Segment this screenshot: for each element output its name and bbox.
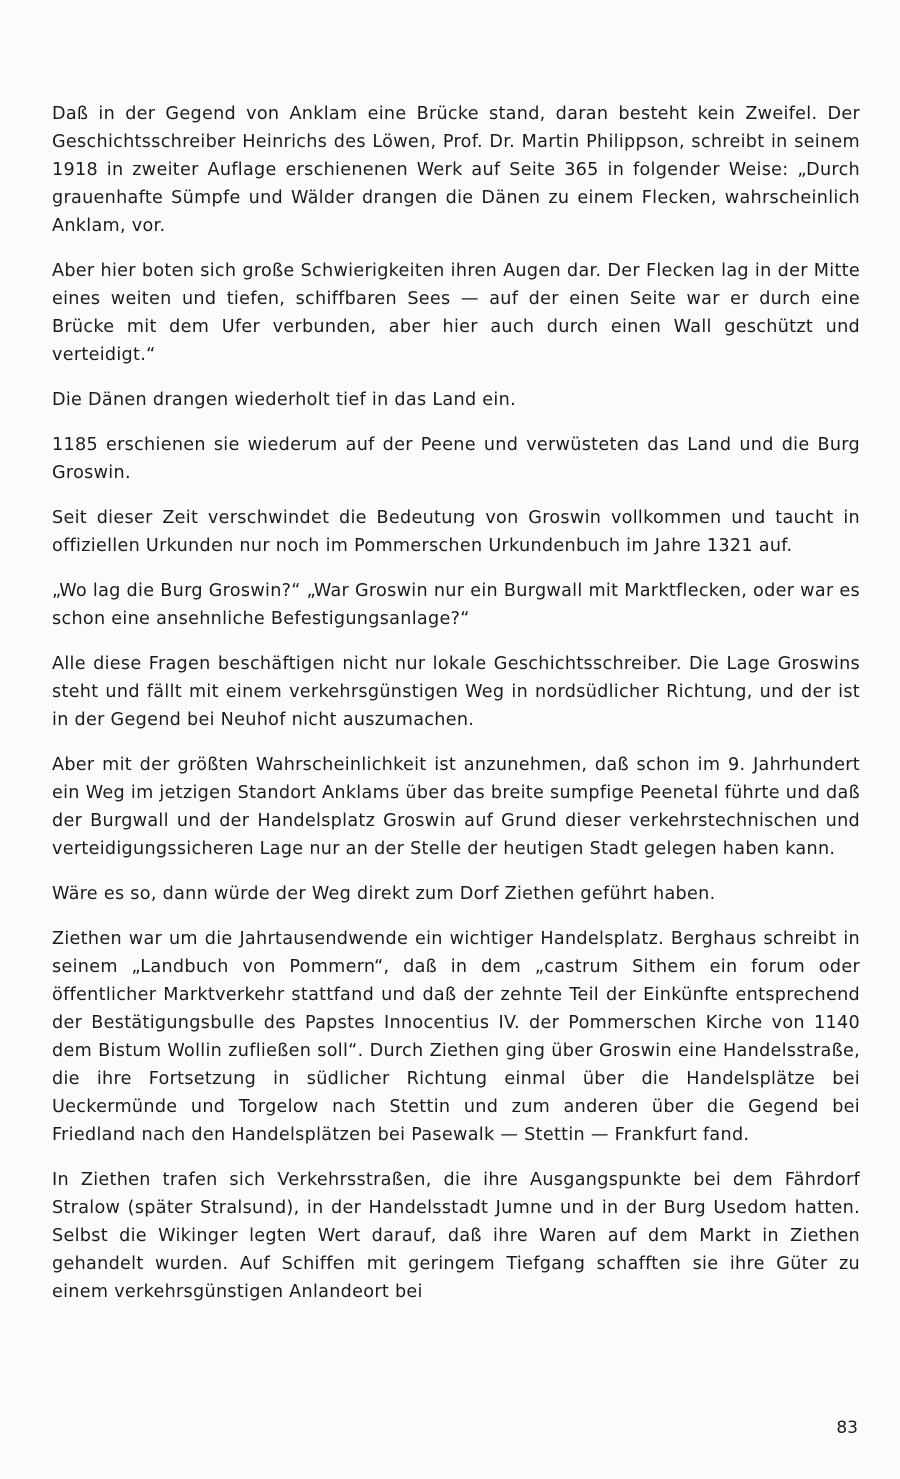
paragraph-9: Wäre es so, dann würde der Weg direkt zum Dorf Ziethen geführt haben. <box>52 884 716 904</box>
paragraph-11: In Ziethen trafen sich Verkehrsstraßen, die ihre Ausgangspunkte bei dem Fährdorf Stralow (später Stralsund), in der Handelsstadt Jumne und in der Burg Usedom hatten. Selbst die Wikinger legten Wert darauf, daß ihre Waren auf dem Markt in Ziethen gehandelt wurden. Auf Schiffen mit geringem Tiefgang schafften sie ihre Güter zu einem verkehrsgünstigen Anlandeort bei <box>52 1170 860 1302</box>
paragraph-4: 1185 erschienen sie wiederum auf der Peene und verwüsteten das Land und die Burg Groswin. <box>52 435 860 483</box>
paragraph-6: „Wo lag die Burg Groswin?“ „War Groswin nur ein Burgwall mit Marktflecken, oder war es schon eine ansehnliche Befestigungsanlage?“ <box>52 581 860 629</box>
paragraph-1: Daß in der Gegend von Anklam eine Brücke stand, daran besteht kein Zweifel. Der Geschichtsschreiber Heinrichs des Löwen, Prof. Dr. Martin Philippson, schreibt in seinem 1918 in zweiter Auflage erschienenen Werk auf Seite 365 in folgender Weise: „Durch grauenhafte Sümpfe und Wälder drangen die Dänen zu einem Flecken, wahrscheinlich Anklam, vor. <box>52 104 860 236</box>
paragraph-7: Alle diese Fragen beschäftigen nicht nur lokale Geschichtsschreiber. Die Lage Groswins steht und fällt mit einem verkehrsgünstigen Weg in nordsüdlicher Richtung, und der ist in der Gegend bei Neuhof nicht auszumachen. <box>52 654 860 730</box>
paragraph-8: Aber mit der größten Wahrscheinlichkeit ist anzunehmen, daß schon im 9. Jahrhundert ein Weg im jetzigen Standort Anklams über das breite sumpfige Peenetal führte und daß der Burgwall und der Handelsplatz Groswin auf Grund dieser verkehrstechnischen und verteidigungssicheren Lage nur an der Stelle der heutigen Stadt gelegen haben kann. <box>52 755 860 859</box>
page-number: 83 <box>836 1418 858 1438</box>
paragraph-5: Seit dieser Zeit verschwindet die Bedeutung von Groswin vollkommen und taucht in offiziellen Urkunden nur noch im Pommerschen Urkundenbuch im Jahre 1321 auf. <box>52 508 860 556</box>
paragraph-10: Ziethen war um die Jahrtausendwende ein wichtiger Handelsplatz. Berghaus schreibt in seinem „Landbuch von Pommern“, daß in dem „castrum Sithem ein forum oder öffentlicher Marktverkehr stattfand und daß der zehnte Teil der Einkünfte entsprechend der Bestätigungsbulle des Papstes Innocentius IV. der Pommerschen Kirche von 1140 dem Bistum Wollin zufließen soll“. Durch Ziethen ging über Groswin eine Handelsstraße, die ihre Fortsetzung in südlicher Richtung einmal über die Handelsplätze bei Ueckermünde und Torgelow nach Stettin und zum anderen über die Gegend bei Friedland nach den Handelsplätzen bei Pasewalk — Stettin — Frankfurt fand. <box>52 929 860 1145</box>
paragraph-2: Aber hier boten sich große Schwierigkeiten ihren Augen dar. Der Flecken lag in der Mitte eines weiten und tiefen, schiffbaren Sees — auf der einen Seite war er durch eine Brücke mit dem Ufer verbunden, aber hier auch durch einen Wall geschützt und verteidigt.“ <box>52 261 860 365</box>
paragraph-3: Die Dänen drangen wiederholt tief in das Land ein. <box>52 390 516 410</box>
body-text <box>52 100 860 1323</box>
